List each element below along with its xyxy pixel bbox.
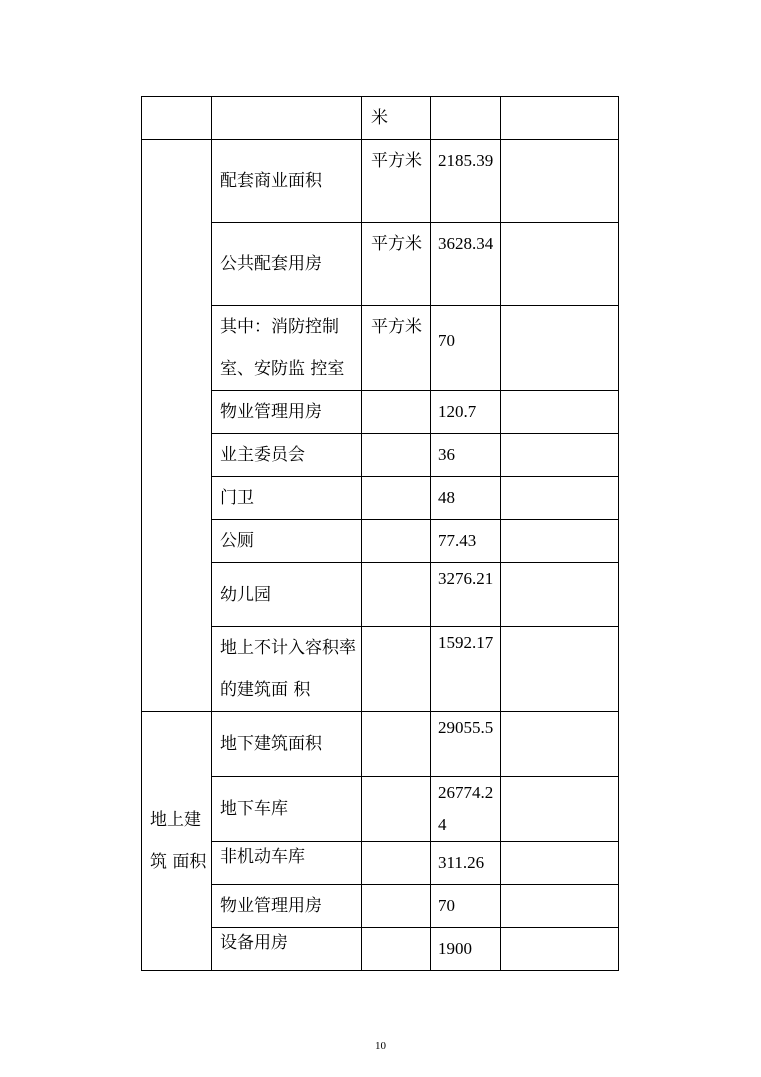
unit-cell [362,520,431,563]
table-cell [501,712,619,777]
item-cell: 幼儿园 [212,563,362,627]
group-label: 地上建筑 面积 [142,712,212,971]
value-cell: 29055.5 [431,712,501,777]
unit-cell: 米 [362,97,431,140]
table-cell [501,97,619,140]
table-row [142,842,619,885]
table-row [142,477,619,520]
table-cell [501,140,619,223]
table-cell [501,391,619,434]
item-cell: 配套商业面积 [212,140,362,223]
unit-cell [362,477,431,520]
table-cell [501,477,619,520]
item-cell: 非机动车库 [212,842,362,885]
area-table [141,96,619,971]
value-cell: 3628.34 [431,223,501,306]
unit-cell [362,712,431,777]
table-cell [501,563,619,627]
table-row [142,928,619,971]
group-cell [142,140,212,712]
page-number: 10 [375,1040,386,1052]
table-row [142,97,619,140]
item-cell: 公共配套用房 [212,223,362,306]
value-cell: 77.43 [431,520,501,563]
item-cell: 业主委员会 [212,434,362,477]
item-cell: 其中：消防控制室、安防监 控室 [212,306,362,391]
table-row [142,223,619,306]
table-cell [501,627,619,712]
table-row [142,391,619,434]
unit-cell [362,391,431,434]
item-cell: 地下建筑面积 [212,712,362,777]
item-cell: 门卫 [212,477,362,520]
value-cell: 3276.21 [431,563,501,627]
table-row [142,520,619,563]
table-row [142,885,619,928]
value-text: 1592.17 [438,633,494,652]
item-cell: 地下车库 [212,777,362,842]
table-row [142,563,619,627]
item-cell: 公厕 [212,520,362,563]
table-row [142,140,619,223]
value-cell: 70 [431,885,501,928]
table-row [142,777,619,842]
unit-cell: 平方米 [362,140,431,223]
table-cell [501,223,619,306]
unit-cell [362,563,431,627]
table-cell [501,434,619,477]
value-cell: 120.7 [431,391,501,434]
value-cell: 1900 [431,928,501,971]
table-cell [501,520,619,563]
table-cell [431,97,501,140]
table-row [142,627,619,712]
unit-cell [362,434,431,477]
table-cell [501,306,619,391]
unit-cell [362,777,431,842]
unit-cell [362,885,431,928]
item-cell: 地上不计入容积率的建筑面 积 [212,627,362,712]
table-cell [501,928,619,971]
item-cell: 设备用房 [212,928,362,971]
table-cell [501,777,619,842]
unit-cell [362,928,431,971]
value-cell: 311.26 [431,842,501,885]
value-cell [431,627,501,712]
value-cell [431,306,501,391]
table-row [142,712,619,777]
item-cell: 物业管理用房 [212,885,362,928]
unit-cell [362,627,431,712]
table-cell [501,842,619,885]
value-cell: 48 [431,477,501,520]
table-cell [142,97,212,140]
table-cell [212,97,362,140]
table-row [142,306,619,391]
value-text: 70 [438,331,455,350]
unit-cell [362,842,431,885]
value-cell: 36 [431,434,501,477]
unit-cell: 平方米 [362,306,431,391]
value-cell: 2185.39 [431,140,501,223]
unit-cell: 平方米 [362,223,431,306]
table-row [142,434,619,477]
table-cell [501,885,619,928]
item-cell: 物业管理用房 [212,391,362,434]
value-cell: 26774.24 [431,777,501,842]
